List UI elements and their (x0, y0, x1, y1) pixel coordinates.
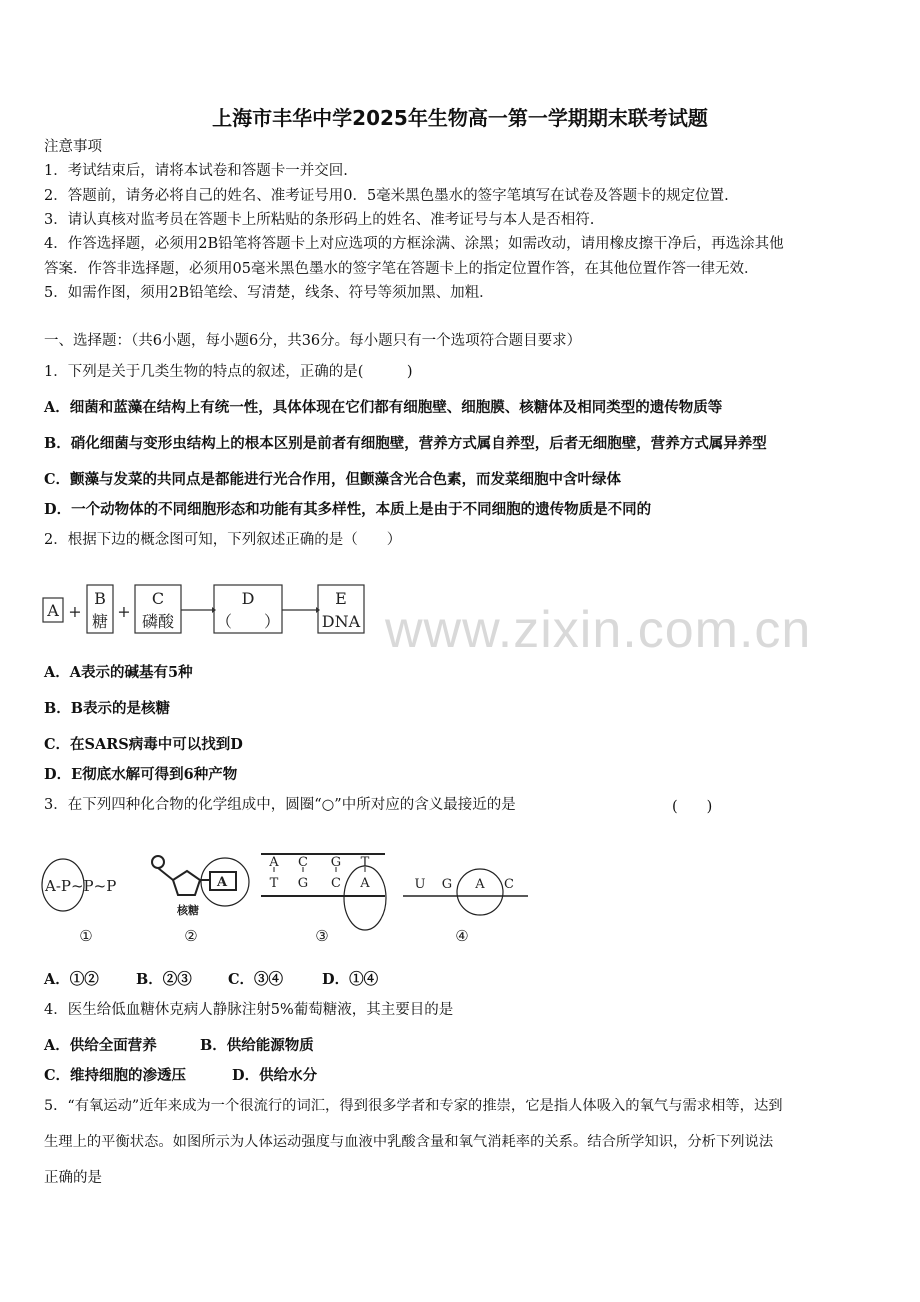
q2-option-b: B．B表示的是核糖 (44, 700, 171, 717)
atp-formula: A-P~P~P (45, 877, 117, 895)
diagram-a-label: A (47, 601, 59, 620)
diagram-b-label: B (94, 589, 106, 608)
dna-bottom-base: G (297, 876, 309, 891)
q4-stem: 4．医生给低血糖休克病人静脉注射5%葡萄糖液，其主要目的是 (44, 1002, 454, 1018)
dna-bottom-base: A (360, 876, 370, 891)
q4-option-d: D．供给水分 (232, 1067, 318, 1084)
diagram-d-label: D (241, 589, 255, 608)
q2-stem: 2．根据下边的概念图可知，下列叙述正确的是（ ） (44, 532, 402, 548)
q4-option-b: B．供给能源物质 (200, 1037, 314, 1054)
rna-base: C (504, 877, 514, 892)
diagram-c-phosphate: 磷酸 (141, 612, 175, 631)
diagram-plus-sign: + (68, 602, 82, 621)
notice-item: 4．作答选择题，必须用2B铅笔将答题卡上对应选项的方框涂满、涂黑；如需改动，请用橡皮擦干净后，再选涂其他 (44, 236, 784, 252)
rna-base: A (475, 877, 485, 892)
q5-stem-line2: 生理上的平衡状态。如图所示为人体运动强度与血液中乳酸含量和氧气消耗率的关系。结合所学知识，分析下列说法 (44, 1134, 774, 1150)
diagram-d-blank: （ ） (215, 612, 281, 631)
section-heading: 一、选择题：（共6小题，每小题6分，共36分。每小题只有一个选项符合题目要求） (44, 333, 582, 349)
page-title: 上海市丰华中学2025年生物高一第一学期期末联考试题 (212, 106, 708, 130)
notice-item: 5．如需作图，须用2B铅笔绘、写清楚，线条、符号等须加黑、加粗． (44, 285, 494, 301)
ribose-label: 核糖 (177, 904, 199, 917)
figure-number: ① (79, 927, 93, 945)
diagram-e-dna: DNA (321, 612, 361, 631)
q3-option-c: C．③④ (228, 971, 284, 988)
q3-answer-paren: ( ) (672, 799, 713, 815)
q4-option-a: A．供给全面营养 (44, 1037, 157, 1054)
q1-option-b: B．硝化细菌与变形虫结构上的根本区别是前者有细胞壁，营养方式属自养型，后者无细胞壁，营养方式属异养型 (44, 435, 767, 452)
q3-option-d: D．①④ (322, 971, 379, 988)
figure-number: ③ (315, 927, 329, 945)
rna-base: G (441, 877, 453, 892)
watermark: www.zixin.com.cn (385, 601, 812, 659)
q1-option-a: A．细菌和蓝藻在结构上有统一性，具体体现在它们都有细胞壁、细胞膜、核糖体及相同类型的遗传物质等 (44, 399, 723, 416)
diagram-b-sugar: 糖 (91, 612, 109, 631)
q3-figures (40, 840, 540, 950)
figure-number: ④ (455, 927, 469, 945)
figure-number: ② (184, 927, 198, 945)
notice-item: 2．答题前，请务必将自己的姓名、准考证号用0．5毫米黑色墨水的签字笔填写在试卷及答题卡的规定位置. (44, 188, 729, 204)
dna-top-base: A (269, 855, 279, 870)
notice-item: 3．请认真核对监考员在答题卡上所粘贴的条形码上的姓名、准考证号与本人是否相符. (44, 212, 595, 228)
q2-concept-diagram (40, 580, 370, 640)
notice-item: 答案．作答非选择题，必须用05毫米黑色墨水的签字笔在答题卡上的指定位置作答，在其他位置作答一律无效． (44, 261, 759, 277)
dna-top-base: C (298, 855, 308, 870)
q4-option-c: C．维持细胞的渗透压 (44, 1067, 187, 1084)
rna-base: U (414, 877, 426, 892)
notice-heading: 注意事项 (44, 139, 102, 155)
diagram-e-label: E (335, 589, 347, 608)
q2-option-a: A．A表示的碱基有5种 (44, 664, 193, 681)
q1-option-c: C．颤藻与发菜的共同点是都能进行光合作用，但颤藻含光合色素，而发菜细胞中含叶绿体 (44, 471, 622, 488)
q5-stem-line1: 5．“有氧运动”近年来成为一个很流行的词汇，得到很多学者和专家的推崇，它是指人体吸入的氧气与需求相等，达到 (44, 1098, 783, 1114)
dna-bottom-base: T (269, 876, 279, 891)
q3-option-b: B．②③ (136, 971, 192, 988)
q3-option-a: A．①② (44, 971, 99, 988)
q1-option-d: D．一个动物体的不同细胞形态和功能有其多样性，本质上是由于不同细胞的遗传物质是不同的 (44, 501, 652, 518)
q2-option-c: C．在SARS病毒中可以找到D (44, 736, 243, 753)
dna-bottom-base: C (331, 876, 341, 891)
diagram-c-label: C (151, 589, 165, 608)
q5-stem-line3: 正确的是 (44, 1170, 102, 1186)
dna-top-base: T (360, 855, 370, 870)
q1-stem: 1．下列是关于几类生物的特点的叙述，正确的是( ) (44, 364, 413, 380)
q3-stem: 3．在下列四种化合物的化学组成中，圆圈“○”中所对应的含义最接近的是 (44, 797, 516, 813)
q2-option-d: D．E彻底水解可得到6种产物 (44, 766, 238, 783)
dna-top-base: G (330, 855, 342, 870)
notice-item: 1．考试结束后，请将本试卷和答题卡一并交回. (44, 163, 348, 179)
diagram-plus-sign: + (117, 602, 131, 621)
nucleotide-base: A (217, 875, 228, 890)
